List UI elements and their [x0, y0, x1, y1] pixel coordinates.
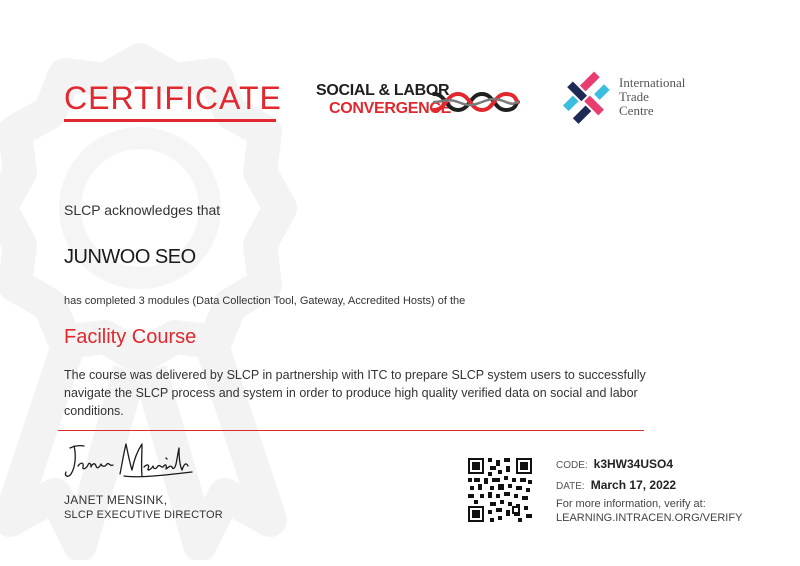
itc-line2: Trade [619, 89, 649, 104]
verification-code [556, 457, 673, 471]
qr-code-icon [468, 458, 532, 522]
course-name: Facility Course [64, 326, 197, 348]
divider-line [58, 430, 644, 431]
itc-logo-mark-icon [562, 70, 612, 124]
itc-line1: International [619, 75, 686, 90]
date-value: March 17, 2022 [590, 478, 677, 492]
verification-info [556, 497, 742, 525]
acknowledgement-text: SLCP acknowledges that [64, 202, 221, 218]
signer-name: JANET MENSINK, [64, 493, 168, 507]
signer-role: SLCP EXECUTIVE DIRECTOR [64, 509, 223, 521]
date-label: DATE: [556, 481, 585, 492]
slcp-logo-line2: CONVERGENCE [329, 100, 452, 117]
title-underline [64, 119, 276, 122]
itc-logo-text [619, 76, 685, 118]
braid-logo-icon [432, 86, 520, 118]
slcp-logo [316, 82, 522, 122]
code-label: CODE: [556, 460, 588, 471]
itc-logo [562, 70, 702, 126]
itc-line3: Centre [619, 103, 654, 118]
completion-text: has completed 3 modules (Data Collection Tool, Gateway, Accredited Hosts) of the [64, 295, 466, 307]
signature-image [62, 440, 212, 484]
issue-date [556, 478, 676, 492]
course-description: The course was delivered by SLCP in partnership with ITC to prepare SLCP system users to successfully navigate the SLCP process and system in order to produce high quality verified data on social and labor conditions. [64, 368, 646, 418]
code-value: k3HW34USO4 [593, 457, 674, 471]
verify-instructions: For more information, verify at: [556, 498, 706, 510]
slcp-logo-line1: SOCIAL & LABOR [316, 82, 450, 99]
recipient-name: JUNWOO SEO [64, 246, 196, 268]
certificate-title: CERTIFICATE [64, 80, 282, 116]
verify-url: LEARNING.INTRACEN.ORG/VERIFY [556, 512, 743, 524]
